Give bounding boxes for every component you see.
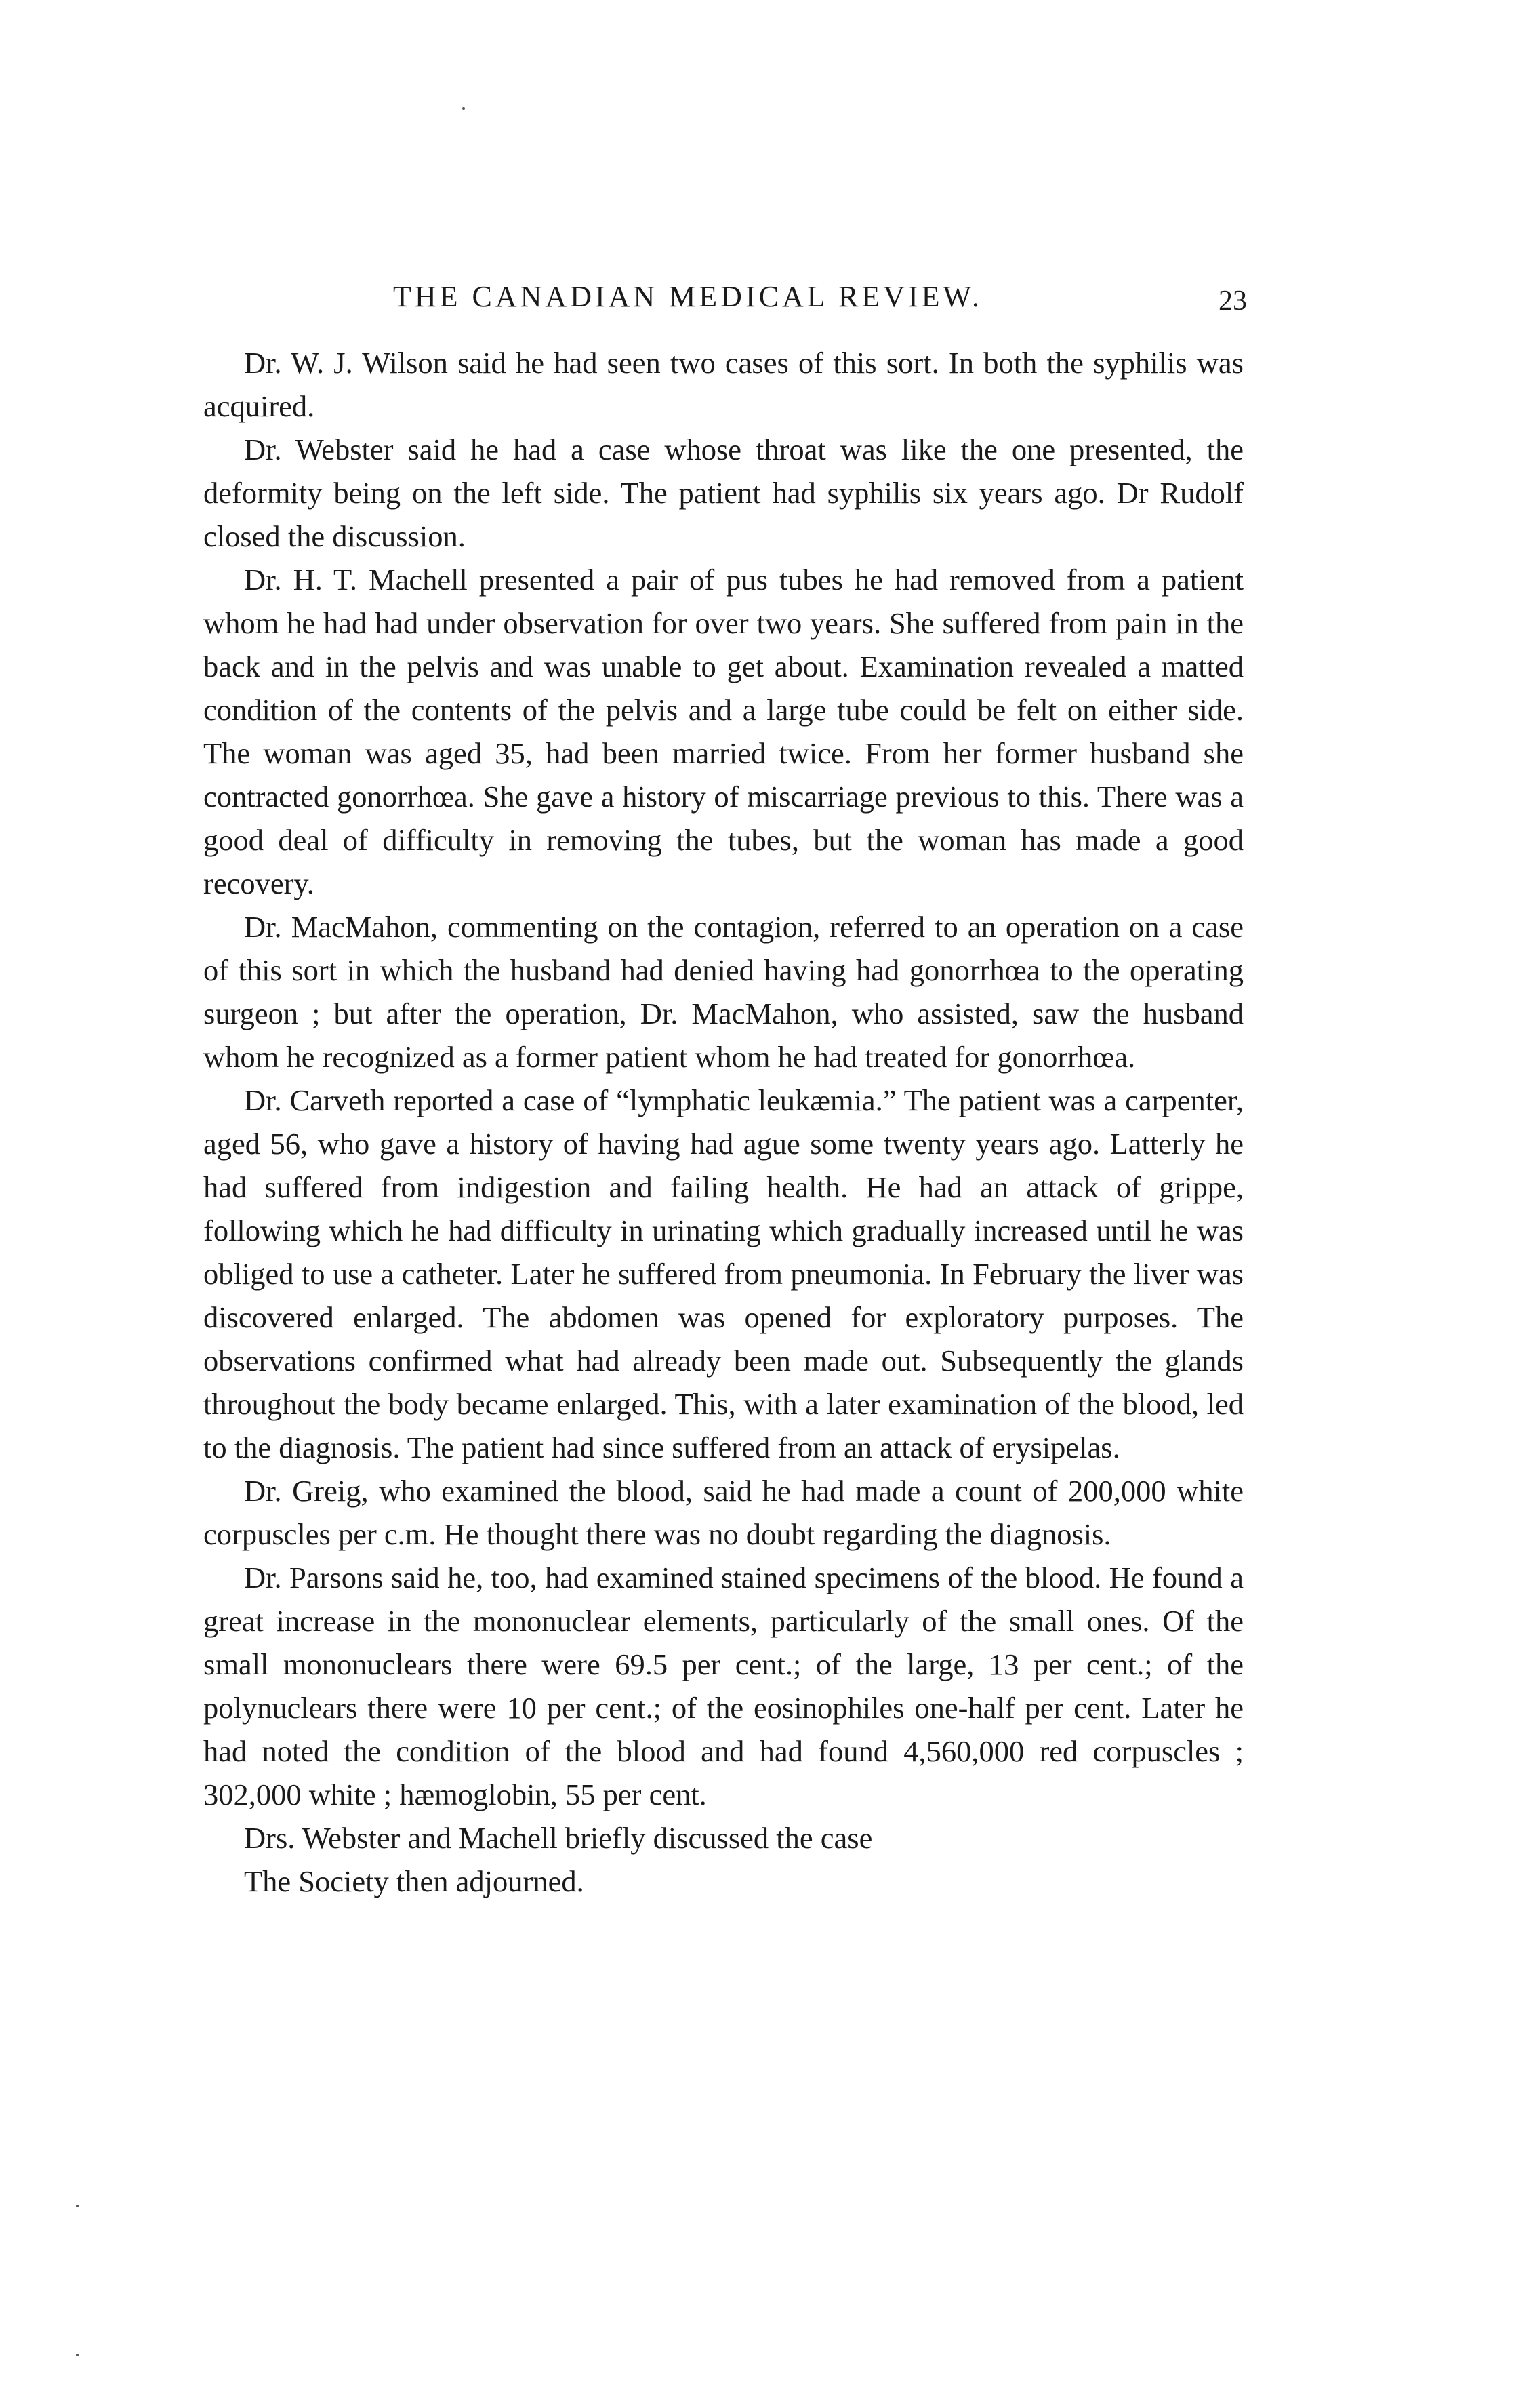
paragraph-macmahon: Dr. MacMahon, commenting on the contagion, referred to an operation on a case of this sort in which the husband had denied having had gonorrhœa to the operating surgeon ; but after the operation, Dr. MacMahon, who assisted, saw the husband whom he recognized as a former patient whom he had treated for gonorrhœa. [203, 910, 1244, 1074]
paragraph-greig: Dr. Greig, who examined the blood, said he had made a count of 200,000 white corpuscles per c.m. He thought there was no doubt regarding the diagnosis. [203, 1474, 1244, 1551]
paragraph-machell: Dr. H. T. Machell presented a pair of pus tubes he had removed from a patient whom he had had under observation for over two years. She suffered from pain in the back and in the pelvis and was unable to get about. Examination revealed a matted condition of the contents of the pelvis and a large tube could be felt on either side. The woman was aged 35, had been married twice. From her former husband she contracted gonorrhœa. She gave a history of miscarriage previous to this. There was a good deal of difficulty in removing the tubes, but the woman has made a good recovery. [203, 563, 1244, 900]
print-speck [76, 2354, 79, 2356]
paragraph-adjourned: The Society then adjourned. [244, 1864, 584, 1898]
article-body [203, 341, 1244, 1903]
paragraph-webster: Dr. Webster said he had a case whose throat was like the one presented, the deformity being on the left side. The patient had syphilis six years ago. Dr Rudolf closed the discussion. [203, 433, 1244, 553]
print-speck [462, 107, 465, 110]
running-title: THE CANADIAN MEDICAL REVIEW. [393, 280, 983, 313]
running-header [203, 279, 1247, 320]
paragraph-carveth: Dr. Carveth reported a case of “lymphatic leukæmia.” The patient was a carpenter, aged 56, who gave a history of having had ague some twenty years ago. Latterly he had suffered from indigestion and failing health. He had an attack of grippe, following which he had difficulty in urinating which gradually increased until he was obliged to use a catheter. Later he suffered from pneumonia. In February the liver was discovered enlarged. The abdomen was opened for exploratory purposes. The observations confirmed what had already been made out. Subsequently the glands throughout the body became enlarged. This, with a later examination of the blood, led to the diagnosis. The patient had since suffered from an attack of erysipelas. [203, 1083, 1244, 1464]
page-number: 23 [1219, 285, 1247, 317]
print-speck [76, 2205, 79, 2207]
paragraph-discussion: Drs. Webster and Machell briefly discussed the case [244, 1821, 873, 1855]
paragraph-wilson: Dr. W. J. Wilson said he had seen two cases of this sort. In both the syphilis was acquired. [203, 346, 1244, 423]
paragraph-parsons: Dr. Parsons said he, too, had examined stained specimens of the blood. He found a great increase in the mononuclear elements, particularly of the small ones. Of the small mononuclears there were 69.5 per cent.; of the large, 13 per cent.; of the polynuclears there were 10 per cent.; of the eosinophiles one-half per cent. Later he had noted the condition of the blood and had found 4,560,000 red corpuscles ; 302,000 white ; hæmoglobin, 55 per cent. [203, 1561, 1244, 1811]
